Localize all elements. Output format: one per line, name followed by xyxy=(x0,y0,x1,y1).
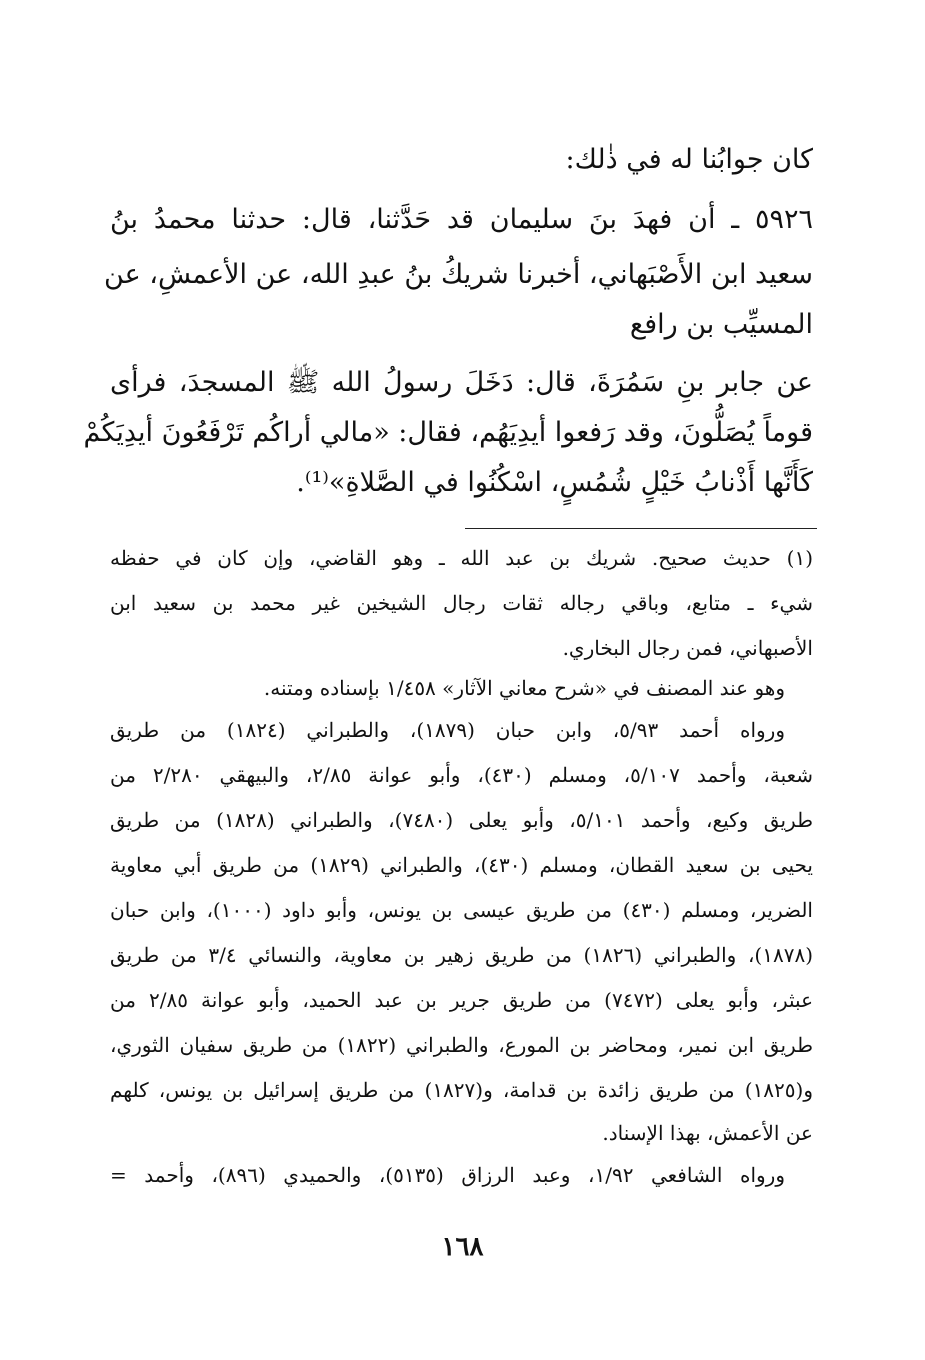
footnote-line-5: ورواه أحمد ٥/٩٣، وابن حبان (١٨٧٩)، والطبراني (١٨٢٤) من طريق xyxy=(110,718,786,742)
page-number: ١٦٨ xyxy=(441,1232,484,1262)
footnote-line-9: الضرير، ومسلم (٤٣٠) من طريق عيسى بن يونس، وأبو داود (١٠٠٠)، وابن حبان xyxy=(110,898,813,922)
hadith-chain-line-3: المسيِّب بن رافع xyxy=(629,309,813,340)
footnote-line-14: عن الأعمش، بهذا الإسناد. xyxy=(602,1121,813,1145)
hadith-chain-line-2: سعيد ابن الأَصْبَهاني، أخبرنا شريكُ بنُ عبدِ الله، عن الأعمشِ، عن xyxy=(104,259,813,290)
footnote-line-8: يحيى بن سعيد القطان، ومسلم (٤٣٠)، والطبراني (١٨٢٩) من طريق أبي معاوية xyxy=(110,853,813,877)
footnote-line-3: الأصبهاني، فمن رجال البخاري. xyxy=(562,636,813,660)
footnote-line-13: و(١٨٢٥) من طريق زائدة بن قدامة، و(١٨٢٧) من طريق إسرائيل بن يونس، كلهم xyxy=(110,1078,813,1102)
matn-line-1: عن جابر بنِ سَمُرَةَ، قال: دَخَلَ رسولُ الله ﷺ المسجدَ، فرأى xyxy=(110,367,813,398)
matn-line-3: كَأَنَّها أَذْنابُ خَيْلٍ شُمُسٍ، اسْكُنُوا في الصَّلاةِ»⁽¹⁾. xyxy=(296,467,813,498)
footnote-line-4: وهو عند المصنف في «شرح معاني الآثار» ١/٤٥٨ بإسناده ومتنه. xyxy=(263,676,785,700)
footnote-line-15: ورواه الشافعي ١/٩٢، وعبد الرزاق (٥١٣٥)، والحميدي (٨٩٦)، وأحمد = xyxy=(110,1163,785,1187)
intro-line: كان جوابُنا له في ذٰلك: xyxy=(565,144,813,175)
footnote-line-1: (١) حديث صحيح. شريك بن عبد الله ـ وهو القاضي، وإن كان في حفظه xyxy=(110,546,813,570)
footnote-line-12: طريق ابن نمير، ومحاضر بن المورع، والطبراني (١٨٢٢) من طريق سفيان الثوري، xyxy=(110,1033,813,1057)
hadith-chain-line-1: ٥٩٢٦ ـ أن فهدَ بنَ سليمان قد حَدَّثنا، قال: حدثنا محمدُ بنُ xyxy=(110,204,813,235)
footnote-divider xyxy=(465,528,817,529)
footnote-line-11: عبثر، وأبو يعلى (٧٤٧٢) من طريق جرير بن عبد الحميد، وأبو عوانة ٢/٨٥ من xyxy=(110,988,814,1012)
matn-line-2: قوماً يُصَلُّونَ، وقد رَفعوا أيدِيَهُم، فقال: «مالي أراكُم تَرْفَعُونَ أيدِيَكُمْ xyxy=(83,417,813,448)
footnote-line-6: شعبة، وأحمد ٥/١٠٧، ومسلم (٤٣٠)، وأبو عوانة ٢/٨٥، والبيهقي ٢/٢٨٠ من xyxy=(110,763,814,787)
footnote-line-10: (١٨٧٨)، والطبراني (١٨٢٦) من طريق زهير بن معاوية، والنسائي ٣/٤ من طريق xyxy=(110,943,813,967)
footnote-line-2: شيء ـ متابع، وباقي رجاله ثقات رجال الشيخين غير محمد بن سعيد ابن xyxy=(110,591,813,615)
footnote-line-7: طريق وكيع، وأحمد ٥/١٠١، وأبو يعلى (٧٤٨٠)، والطبراني (١٨٢٨) من طريق xyxy=(110,808,814,832)
